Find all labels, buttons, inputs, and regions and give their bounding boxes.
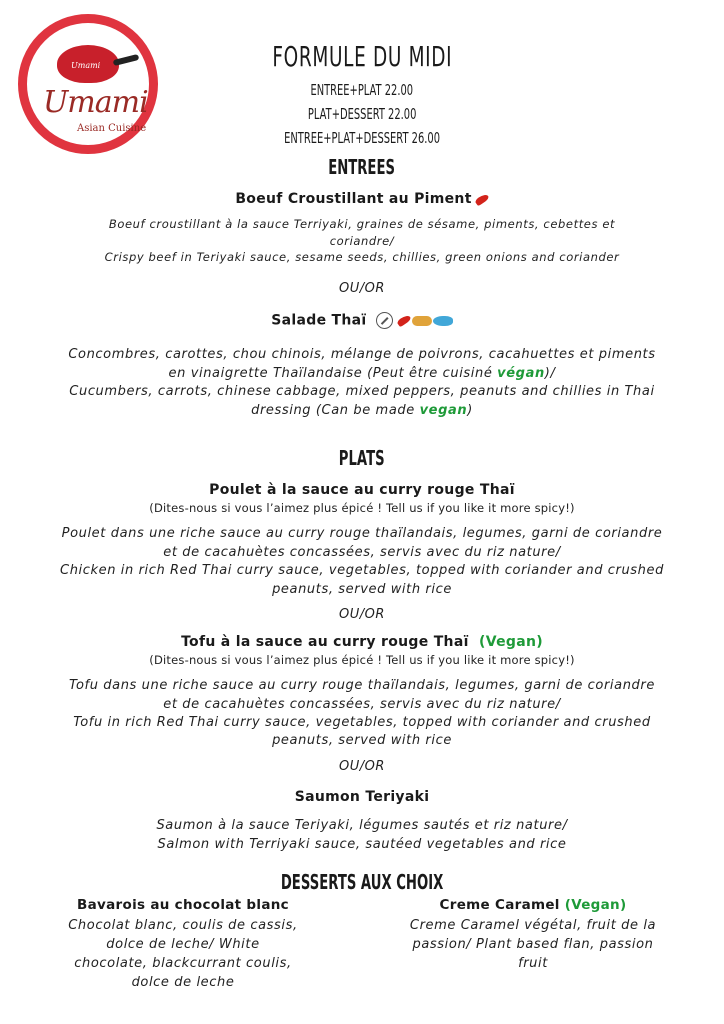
dish-description: dressing (Can be made vegan) [251, 403, 473, 418]
dish-description: en vinaigrette Thaïlandaise (Peut être cuisiné végan)/ [168, 366, 556, 381]
dish-title: Tofu à la sauce au curry rouge Thaï (Vegan) [181, 634, 543, 650]
spice-note: (Dites-nous si vous l’aimez plus épicé ! Tell us if you like it more spicy!) [149, 501, 575, 515]
dish-title: Salade Thaï [0, 312, 724, 329]
dish-title: Boeuf Croustillant au Piment [0, 191, 724, 207]
price-line-1: ENTREE+PLAT 22.00 [310, 81, 414, 99]
dish-description: Saumon à la sauce Teriyaki, légumes sautés et riz nature/ [156, 818, 568, 833]
or-separator: OU/OR [339, 759, 385, 774]
vegan-tag: végan [497, 366, 545, 381]
peanut-icon [412, 316, 432, 326]
fish-icon [433, 316, 453, 326]
logo-pan-word: Umami [71, 61, 101, 70]
dish-description: Poulet dans une riche sauce au curry rouge thaïlandais, legumes, garni de coriandre [61, 526, 663, 541]
page-title: FORMULE DU MIDI [272, 40, 452, 73]
dish-description: Salmon with Terriyaki sauce, sautéed vegetables and rice [157, 837, 567, 852]
logo-subtitle: Asian Cuisine [77, 123, 147, 134]
dish-description: Chocolat blanc, coulis de cassis, dolce de leche/ White chocolate, blackcurrant coulis, dolce de leche [68, 918, 298, 990]
dish-description: Tofu dans une riche sauce au curry rouge thaïlandais, legumes, garni de coriandre [69, 678, 655, 693]
dish-description: Creme Caramel végétal, fruit de la passion/ Plant based flan, passion fruit [409, 918, 657, 971]
dessert-left [38, 897, 328, 992]
dish-description: peanuts, served with rice [272, 582, 452, 597]
dish-description: peanuts, served with rice [272, 733, 452, 748]
chili-icon [474, 192, 489, 206]
vegan-tag: (Vegan) [479, 634, 543, 650]
dish-description: Chicken in rich Red Thai curry sauce, vegetables, topped with coriander and crushed [60, 563, 664, 578]
dish-description: et de cacahuètes concassées, servis avec du riz nature/ [163, 545, 561, 560]
section-heading-plats: PLATS [339, 446, 385, 470]
dish-description: Crispy beef in Teriyaki sauce, sesame seeds, chillies, green onions and coriander [104, 250, 620, 264]
dish-description: Boeuf croustillant à la sauce Terriyaki, graines de sésame, piments, cebettes et [108, 217, 616, 231]
vegetarian-icon [376, 312, 393, 329]
section-heading-entrees: ENTREES [328, 155, 396, 179]
dish-description: coriandre/ [329, 234, 395, 248]
chili-icon [396, 314, 411, 328]
dish-title: Bavarois au chocolat blanc [77, 897, 289, 913]
dish-description: et de cacahuètes concassées, servis avec du riz nature/ [163, 697, 561, 712]
dish-icons [376, 312, 453, 329]
or-separator: OU/OR [339, 607, 385, 622]
dish-title: Creme Caramel (Vegan) [439, 897, 627, 913]
dessert-right [388, 897, 678, 973]
dish-title: Poulet à la sauce au curry rouge Thaï [209, 482, 515, 498]
dish-title: Saumon Teriyaki [294, 789, 430, 805]
vegan-tag: vegan [419, 403, 468, 418]
dish-description: Concombres, carottes, chou chinois, mélange de poivrons, cacahuettes et piments [68, 347, 656, 362]
price-line-3: ENTREE+PLAT+DESSERT 26.00 [284, 129, 440, 147]
vegan-tag: (Vegan) [564, 897, 627, 913]
dish-description: Tofu in rich Red Thai curry sauce, vegetables, topped with coriander and crushed [73, 715, 651, 730]
dish-description: Cucumbers, carrots, chinese cabbage, mixed peppers, peanuts and chillies in Thai [69, 384, 655, 399]
spice-note: (Dites-nous si vous l’aimez plus épicé ! Tell us if you like it more spicy!) [149, 653, 575, 667]
or-separator: OU/OR [339, 281, 385, 296]
logo-wordmark: Umami [43, 85, 148, 120]
price-line-2: PLAT+DESSERT 22.00 [307, 105, 417, 123]
section-heading-desserts: DESSERTS AUX CHOIX [280, 870, 444, 894]
